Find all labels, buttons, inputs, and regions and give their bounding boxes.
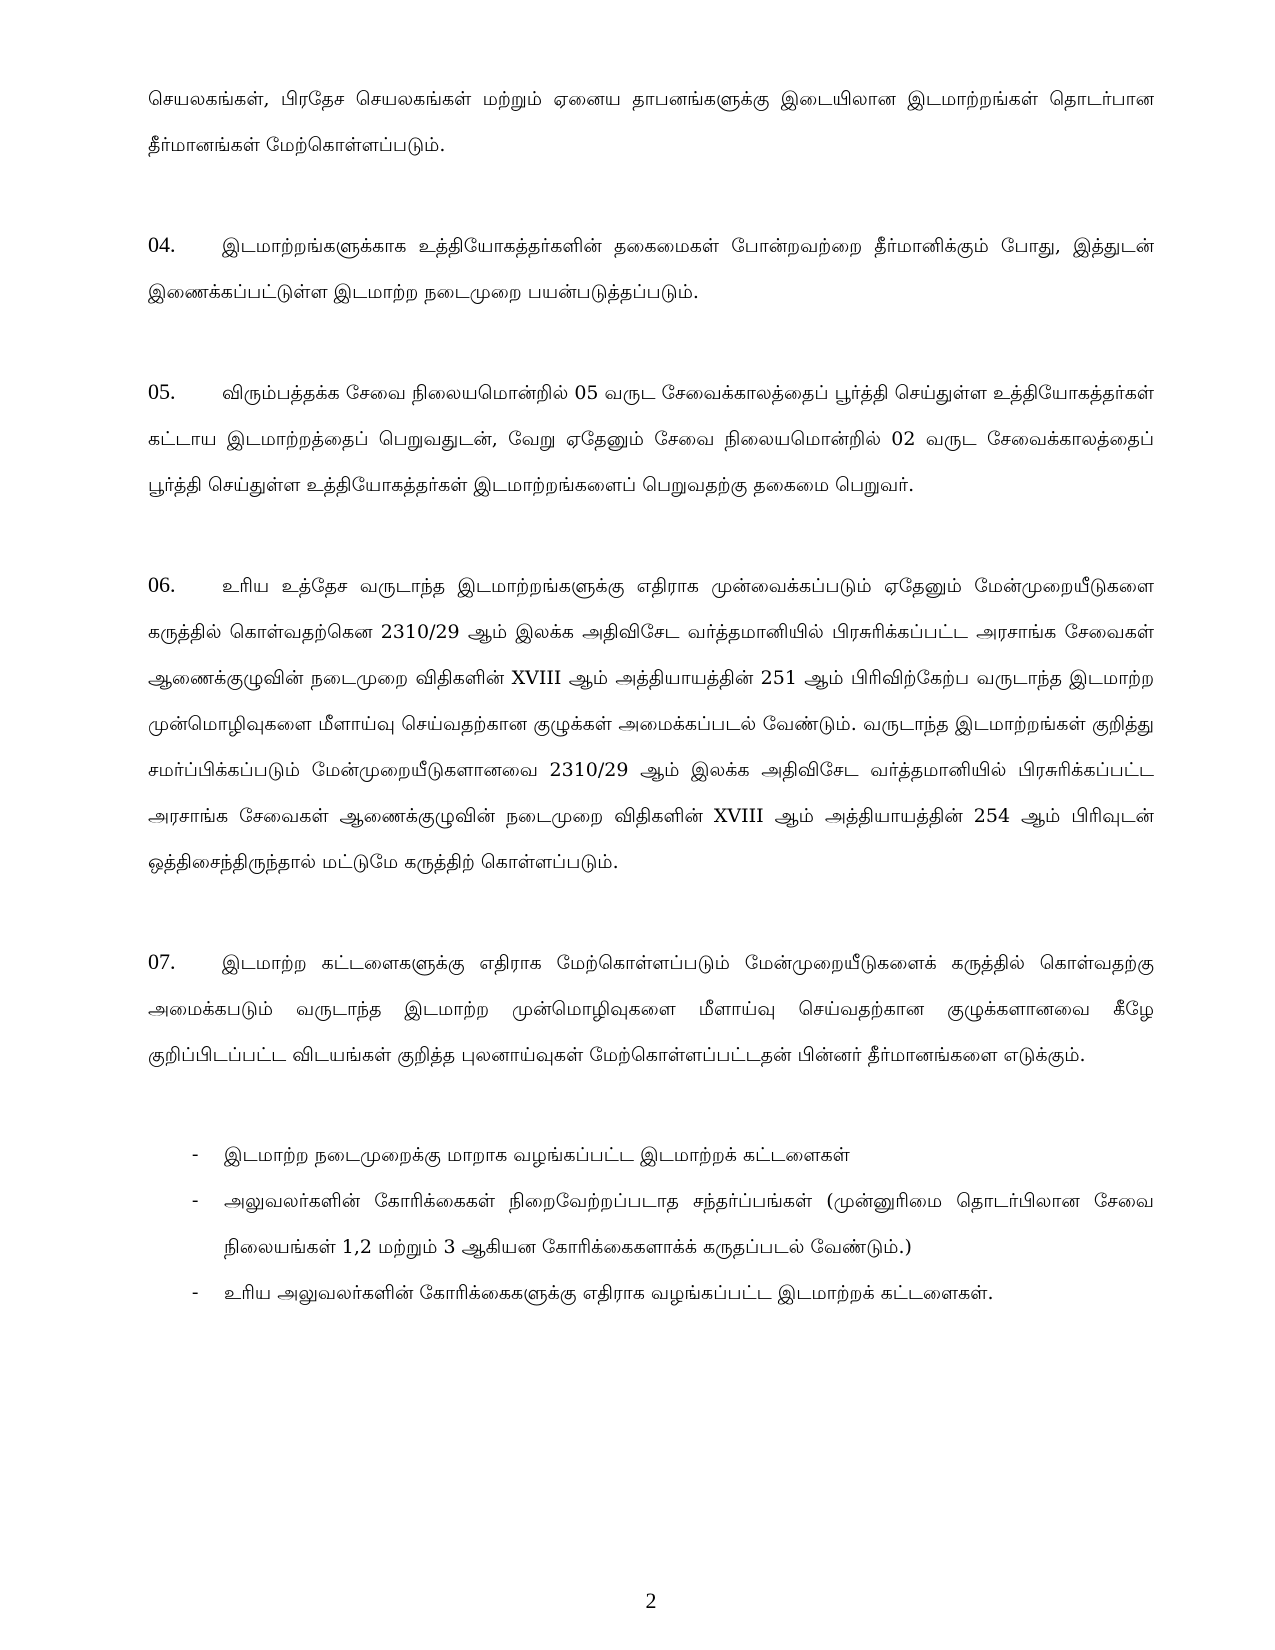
paragraph-number: 06. bbox=[148, 572, 176, 597]
bullet-list bbox=[148, 1132, 1154, 1316]
spacer bbox=[148, 1078, 1154, 1132]
document-page bbox=[148, 76, 1154, 1636]
bullet-dash: - bbox=[192, 1190, 199, 1211]
intro-paragraph: செயலகங்கள், பிரதேச செயலகங்கள் மற்றும் ஏனைய தாபனங்களுக்கு இடையிலான இடமாற்றங்கள் தொடர்பான தீர்மானங்கள் மேற்கொள்ளப்படும். bbox=[148, 88, 1154, 156]
list-item-text: உரிய அலுவலர்களின் கோரிக்கைகளுக்கு எதிராக வழங்கப்பட்ட இடமாற்றக் கட்டளைகள். bbox=[224, 1282, 994, 1304]
spacer bbox=[148, 885, 1154, 939]
list-item-text: அலுவலர்களின் கோரிக்கைகள் நிறைவேற்றப்படாத சந்தர்ப்பங்கள் (முன்னுரிமை தொடர்பிலான சேவை நிலையங்கள் 1,2 மற்றும் 3 ஆகியன கோரிக்கைகளாக்க் கருதப்படல் வேண்டும்.) bbox=[224, 1190, 1154, 1258]
list-item bbox=[192, 1270, 1154, 1316]
spacer bbox=[148, 168, 1154, 222]
bullet-dash: - bbox=[192, 1282, 199, 1303]
paragraph-07 bbox=[148, 939, 1154, 1078]
paragraph-number: 07. bbox=[148, 949, 176, 974]
spacer bbox=[148, 315, 1154, 369]
list-item bbox=[192, 1132, 1154, 1178]
spacer bbox=[148, 508, 1154, 562]
paragraph-06 bbox=[148, 562, 1154, 885]
list-item bbox=[192, 1178, 1154, 1270]
paragraph-number: 04. bbox=[148, 232, 176, 257]
paragraph-05 bbox=[148, 369, 1154, 508]
paragraph-number: 05. bbox=[148, 379, 176, 404]
paragraph-04 bbox=[148, 222, 1154, 315]
bullet-dash: - bbox=[192, 1144, 199, 1165]
paragraph-text: இடமாற்றங்களுக்காக உத்தியோகத்தர்களின் தகைமைகள் போன்றவற்றை தீர்மானிக்கும் போது, இத்துடன் இணைக்கப்பட்டுள்ள இடமாற்ற நடைமுறை பயன்படுத்தப்படும். bbox=[148, 235, 1154, 303]
paragraph-text: உரிய உத்தேச வருடாந்த இடமாற்றங்களுக்கு எதிராக முன்வைக்கப்படும் ஏதேனும் மேன்முறையீடுகளை கருத்தில் கொள்வதற்கென 2310/29 ஆம் இலக்க அதிவிசேட வர்த்தமானியில் பிரசுரிக்கப்பட்ட அரசாங்க சேவைகள் ஆணைக்குழுவின் நடைமுறை விதிகளின் XVIII ஆம் அத்தியாயத்தின் 251 ஆம் பிரிவிற்கேற்ப வருடாந்த இடமாற்ற முன்மொழிவுகளை மீளாய்வு செய்வதற்கான குழுக்கள் அமைக்கப்படல் வேண்டும். வருடாந்த இடமாற்றங்கள் குறித்து சமர்ப்பிக்கப்படும் மேன்முறையீடுகளானவை 2310/29 ஆம் இலக்க அதிவிசேட வர்த்தமானியில் பிரசுரிக்கப்பட்ட அரசாங்க சேவைகள் ஆணைக்குழுவின் நடைமுறை விதிகளின் XVIII ஆம் அத்தியாயத்தின் 254 ஆம் பிரிவுடன் ஒத்திசைந்திருந்தால் மட்டுமே கருத்திற் கொள்ளப்படும். bbox=[148, 575, 1154, 873]
page-number: 2 bbox=[645, 1588, 657, 1613]
list-item-text: இடமாற்ற நடைமுறைக்கு மாறாக வழங்கப்பட்ட இடமாற்றக் கட்டளைகள் bbox=[224, 1144, 850, 1166]
paragraph-text: விரும்பத்தக்க சேவை நிலையமொன்றில் 05 வருட சேவைக்காலத்தைப் பூர்த்தி செய்துள்ள உத்தியோகத்தர்கள் கட்டாய இடமாற்றத்தைப் பெறுவதுடன், வேறு ஏதேனும் சேவை நிலையமொன்றில் 02 வருட சேவைக்காலத்தைப் பூர்த்தி செய்துள்ள உத்தியோகத்தர்கள் இடமாற்றங்களைப் பெறுவதற்கு தகைமை பெறுவர். bbox=[148, 382, 1154, 496]
paragraph-text: இடமாற்ற கட்டளைகளுக்கு எதிராக மேற்கொள்ளப்படும் மேன்முறையீடுகளைக் கருத்தில் கொள்வதற்கு அமைக்கபடும் வருடாந்த இடமாற்ற முன்மொழிவுகளை மீளாய்வு செய்வதற்கான குழுக்களானவை கீழே குறிப்பிடப்பட்ட விடயங்கள் குறித்த புலனாய்வுகள் மேற்கொள்ளப்பட்டதன் பின்னர் தீர்மானங்களை எடுக்கும். bbox=[148, 952, 1154, 1066]
